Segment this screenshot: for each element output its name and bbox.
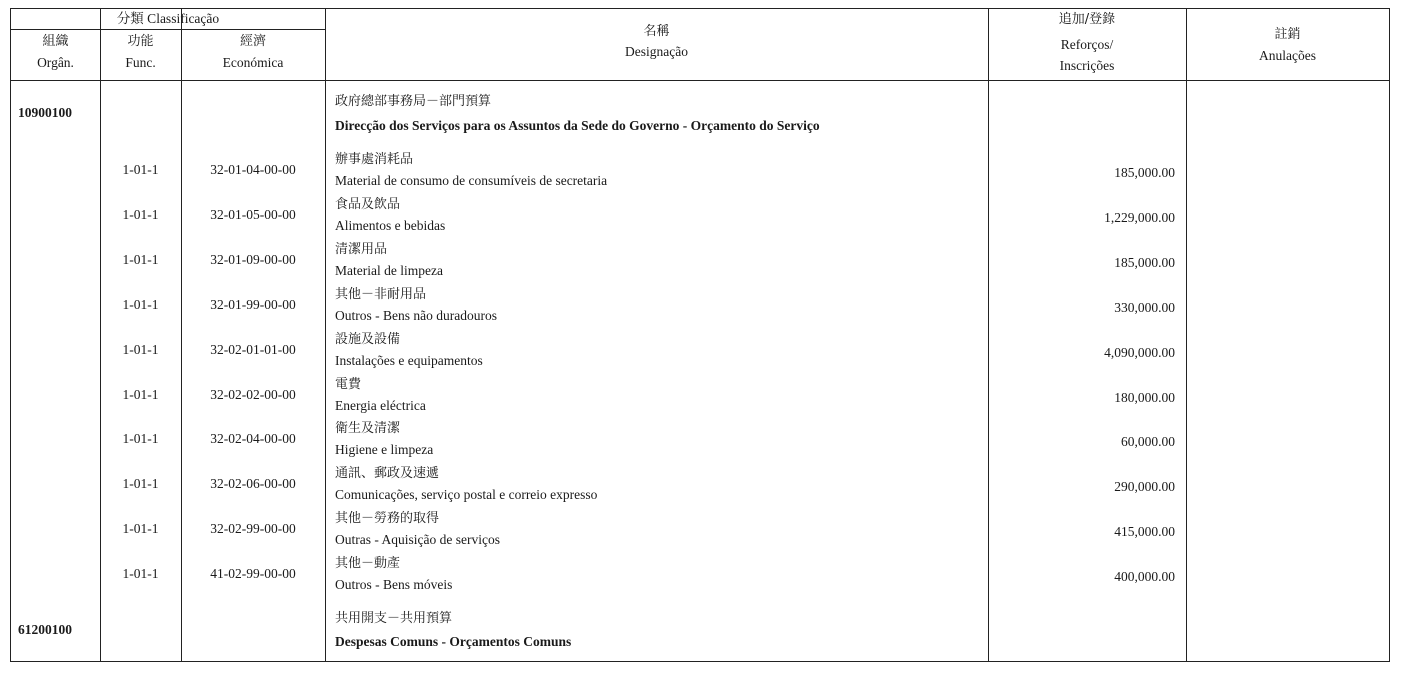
row-amount: 1,229,000.00 xyxy=(1104,210,1175,225)
row-func-code: 1-01-1 xyxy=(122,431,159,446)
section-title-zh: 共用開支－共用預算 xyxy=(335,611,453,626)
row-func-code: 1-01-1 xyxy=(122,387,159,402)
row-amount: 415,000.00 xyxy=(1114,524,1175,539)
row-func-code: 1-01-1 xyxy=(122,162,159,177)
row-name-zh: 通訊、郵政及速遞 xyxy=(335,466,440,481)
row-name-pt: Higiene e limpeza xyxy=(335,442,434,457)
section-organ-code: 10900100 xyxy=(18,105,72,120)
section-title-pt: Despesas Comuns - Orçamentos Comuns xyxy=(335,634,572,649)
header-func-pt: Func. xyxy=(125,55,156,70)
header-func-zh: 功能 xyxy=(127,34,154,49)
row-name-pt: Comunicações, serviço postal e correio expresso xyxy=(335,487,598,502)
row-econ-code: 32-01-04-00-00 xyxy=(210,162,296,177)
section-title-zh: 政府總部事務局－部門預算 xyxy=(335,94,492,109)
row-amount: 185,000.00 xyxy=(1114,255,1175,270)
row-func-code: 1-01-1 xyxy=(122,476,159,491)
row-econ-code: 32-02-01-01-00 xyxy=(210,342,296,357)
row-name-pt: Outros - Bens não duradouros xyxy=(335,308,497,323)
row-econ-code: 32-01-05-00-00 xyxy=(210,207,296,222)
header-designation-zh: 名稱 xyxy=(643,24,670,39)
row-name-zh: 辦事處消耗品 xyxy=(335,152,414,167)
col-divider-organ xyxy=(100,9,101,661)
header-organ-zh: 組織 xyxy=(42,34,69,49)
row-func-code: 1-01-1 xyxy=(122,521,159,536)
col-divider-func xyxy=(181,9,182,661)
col-divider-reforcos xyxy=(1186,9,1187,661)
row-name-zh: 其他－非耐用品 xyxy=(335,287,427,302)
row-name-zh: 食品及飲品 xyxy=(335,197,401,212)
row-name-pt: Outros - Bens móveis xyxy=(335,577,453,592)
row-func-code: 1-01-1 xyxy=(122,342,159,357)
row-name-pt: Material de consumo de consumíveis de secretaria xyxy=(335,173,608,188)
row-amount: 185,000.00 xyxy=(1114,165,1175,180)
budget-table xyxy=(10,8,1390,662)
row-amount: 4,090,000.00 xyxy=(1104,345,1175,360)
row-name-zh: 其他－勞務的取得 xyxy=(335,511,440,526)
row-econ-code: 32-01-99-00-00 xyxy=(210,297,296,312)
row-func-code: 1-01-1 xyxy=(122,252,159,267)
row-name-pt: Material de limpeza xyxy=(335,263,443,278)
row-amount: 400,000.00 xyxy=(1114,569,1175,584)
section-organ-code: 61200100 xyxy=(18,622,72,637)
header-sub-divider xyxy=(11,29,325,30)
row-name-zh: 其他－動產 xyxy=(335,556,401,571)
row-name-zh: 電費 xyxy=(335,377,362,392)
row-amount: 60,000.00 xyxy=(1121,434,1175,449)
header-bottom-rule xyxy=(11,80,1389,81)
row-func-code: 1-01-1 xyxy=(122,566,159,581)
row-func-code: 1-01-1 xyxy=(122,297,159,312)
header-designation-pt: Designação xyxy=(625,44,688,59)
row-amount: 290,000.00 xyxy=(1114,479,1175,494)
row-name-pt: Instalações e equipamentos xyxy=(335,353,483,368)
row-name-pt: Alimentos e bebidas xyxy=(335,218,446,233)
row-amount: 180,000.00 xyxy=(1114,390,1175,405)
header-reforcos-pt1: Reforços/ xyxy=(1060,37,1114,52)
header-organ-pt: Orgân. xyxy=(37,55,74,70)
row-func-code: 1-01-1 xyxy=(122,207,159,222)
row-econ-code: 32-02-99-00-00 xyxy=(210,521,296,536)
row-amount: 330,000.00 xyxy=(1114,300,1175,315)
row-name-zh: 衛生及清潔 xyxy=(335,421,401,436)
header-anulacoes-pt: Anulações xyxy=(1259,48,1316,63)
section-title-pt: Direcção dos Serviços para os Assuntos da Sede do Governo - Orçamento do Serviço xyxy=(335,118,820,133)
col-divider-econ xyxy=(325,9,326,661)
row-econ-code: 41-02-99-00-00 xyxy=(210,566,296,581)
row-econ-code: 32-02-02-00-00 xyxy=(210,387,296,402)
header-anulacoes-zh: 註銷 xyxy=(1274,27,1301,42)
row-econ-code: 32-01-09-00-00 xyxy=(210,252,296,267)
header-reforcos-pt2: Inscrições xyxy=(1059,58,1115,73)
row-name-pt: Outras - Aquisição de serviços xyxy=(335,532,500,547)
header-econ-pt: Económica xyxy=(222,55,284,70)
col-divider-designation xyxy=(988,9,989,661)
header-reforcos-zh: 追加/登錄 xyxy=(1058,12,1116,27)
header-econ-zh: 經濟 xyxy=(239,34,266,49)
row-econ-code: 32-02-04-00-00 xyxy=(210,431,296,446)
row-name-zh: 設施及設備 xyxy=(335,332,401,347)
row-econ-code: 32-02-06-00-00 xyxy=(210,476,296,491)
header-classification: 分類 Classificação xyxy=(116,11,220,26)
row-name-zh: 清潔用品 xyxy=(335,242,388,257)
row-name-pt: Energia eléctrica xyxy=(335,398,426,413)
